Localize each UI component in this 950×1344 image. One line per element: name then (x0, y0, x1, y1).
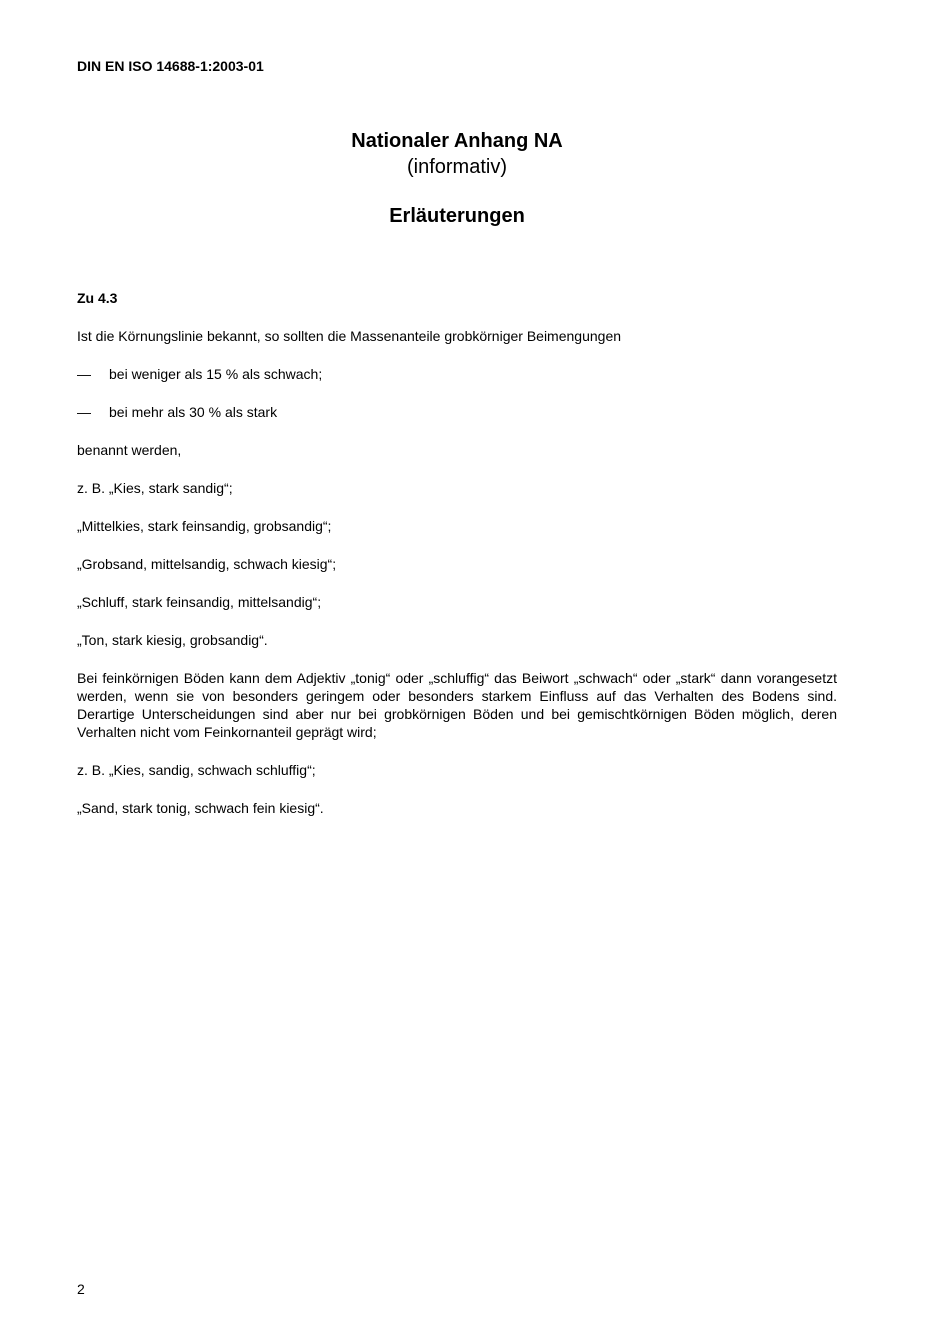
list-item-text: bei mehr als 30 % als stark (109, 404, 278, 420)
explanation-paragraph: Bei feinkörnigen Böden kann dem Adjektiv „tonig“ oder „schluffig“ das Beiwort „schwach“ oder „stark“ dann vorangesetzt werden, wenn sie von besonders geringem oder besonders starkem Einfluss auf das Verhalten des Bodens sind. Derartige Unterscheidungen sind aber nur bei grobkörnigen Böden und bei gemischtkörnigen Böden möglich, deren Verhalten nicht vom Feinkornanteil geprägt wird; (77, 670, 837, 740)
annex-title: Nationaler Anhang NA (351, 130, 563, 152)
example-line: z. B. „Kies, sandig, schwach schluffig“; (77, 762, 316, 778)
page-number: 2 (77, 1281, 85, 1297)
example-line: „Schluff, stark feinsandig, mittelsandig“; (77, 594, 322, 610)
example-line: „Mittelkies, stark feinsandig, grobsandig“; (77, 518, 332, 534)
section-title: Erläuterungen (389, 205, 525, 227)
example-line: z. B. „Kies, stark sandig“; (77, 480, 233, 496)
annex-content (77, 289, 837, 837)
list-item (77, 365, 837, 383)
example-line: „Grobsand, mittelsandig, schwach kiesig“; (77, 556, 337, 572)
example-line: „Ton, stark kiesig, grobsandig“. (77, 632, 268, 648)
list-dash: — (77, 404, 91, 420)
list-dash: — (77, 366, 91, 382)
intro-paragraph: Ist die Körnungslinie bekannt, so sollten die Massenanteile grobkörniger Beimengungen (77, 328, 622, 344)
list-item (77, 403, 837, 421)
title-block (0, 128, 914, 229)
annex-subtitle: (informativ) (406, 156, 507, 178)
document-id-header: DIN EN ISO 14688-1:2003-01 (77, 58, 264, 74)
list-item-text: bei weniger als 15 % als schwach; (109, 366, 323, 382)
clause-heading: Zu 4.3 (77, 290, 118, 306)
example-line: „Sand, stark tonig, schwach fein kiesig“. (77, 800, 324, 816)
after-list-text: benannt werden, (77, 442, 182, 458)
